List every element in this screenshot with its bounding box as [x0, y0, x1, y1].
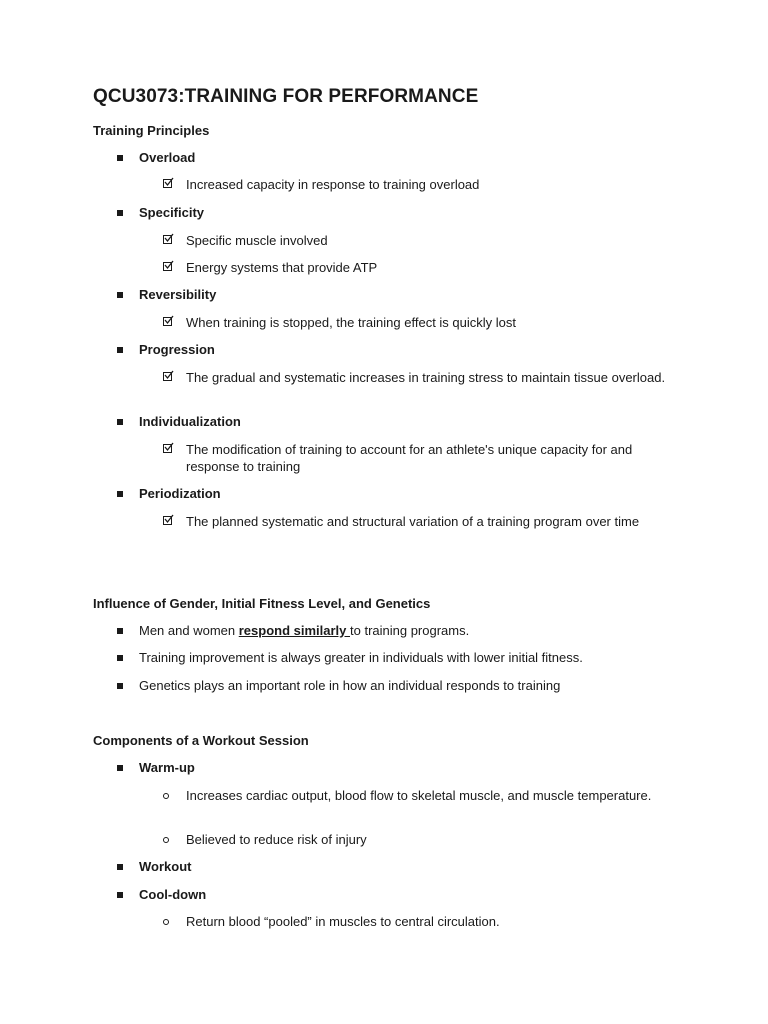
principle-overload: Overload: [139, 150, 196, 165]
principle-point: The modification of training to account for an athlete's unique capacity for and response to training: [186, 442, 633, 474]
square-bullet-icon: [117, 419, 123, 425]
square-bullet-icon: [117, 864, 123, 870]
component-point: Return blood “pooled” in muscles to central circulation.: [186, 914, 500, 929]
principle-point: The gradual and systematic increases in training stress to maintain tissue overload.: [186, 370, 666, 385]
square-bullet-icon: [117, 765, 123, 771]
component-cool-down: Cool-down: [139, 887, 207, 902]
circle-bullet-icon: [163, 837, 169, 843]
square-bullet-icon: [117, 347, 123, 353]
square-bullet-icon: [117, 292, 123, 298]
checkbox-checked-icon: [163, 444, 172, 453]
principle-point: Energy systems that provide ATP: [186, 260, 378, 275]
influence-item-fitness: Training improvement is always greater in individuals with lower initial fitness.: [139, 650, 583, 665]
principle-point: Increased capacity in response to training overload: [186, 177, 480, 192]
principle-reversibility: Reversibility: [139, 287, 217, 302]
square-bullet-icon: [117, 655, 123, 661]
component-workout: Workout: [139, 859, 192, 874]
component-point: Believed to reduce risk of injury: [186, 832, 367, 847]
checkbox-checked-icon: [163, 262, 172, 271]
influence-item-gender: [139, 623, 469, 638]
section-heading-training-principles: Training Principles: [93, 123, 210, 138]
section-heading-components: Components of a Workout Session: [93, 733, 309, 748]
checkbox-checked-icon: [163, 317, 172, 326]
influence-text: to training programs.: [350, 623, 470, 638]
square-bullet-icon: [117, 491, 123, 497]
principle-progression: Progression: [139, 342, 215, 357]
section-heading-influence: Influence of Gender, Initial Fitness Level, and Genetics: [93, 596, 431, 611]
emphasis-text: respond similarly: [238, 623, 350, 638]
influence-item-genetics: Genetics plays an important role in how an individual responds to training: [139, 678, 561, 693]
principle-individualization: Individualization: [139, 414, 241, 429]
checkbox-checked-icon: [163, 179, 172, 188]
square-bullet-icon: [117, 628, 123, 634]
component-point: Increases cardiac output, blood flow to skeletal muscle, and muscle temperature.: [186, 788, 652, 803]
page-title: QCU3073:TRAINING FOR PERFORMANCE: [93, 86, 479, 107]
principle-point: The planned systematic and structural variation of a training program over time: [186, 514, 640, 529]
principle-periodization: Periodization: [139, 486, 221, 501]
circle-bullet-icon: [163, 919, 169, 925]
checkbox-checked-icon: [163, 372, 172, 381]
square-bullet-icon: [117, 210, 123, 216]
square-bullet-icon: [117, 155, 123, 161]
circle-bullet-icon: [163, 793, 169, 799]
component-warm-up: Warm-up: [139, 760, 195, 775]
influence-text: Men and women: [139, 623, 239, 638]
square-bullet-icon: [117, 892, 123, 898]
checkbox-checked-icon: [163, 235, 172, 244]
principle-point: Specific muscle involved: [186, 233, 328, 248]
principle-specificity: Specificity: [139, 205, 205, 220]
square-bullet-icon: [117, 683, 123, 689]
principle-point: When training is stopped, the training effect is quickly lost: [186, 315, 516, 330]
checkbox-checked-icon: [163, 516, 172, 525]
